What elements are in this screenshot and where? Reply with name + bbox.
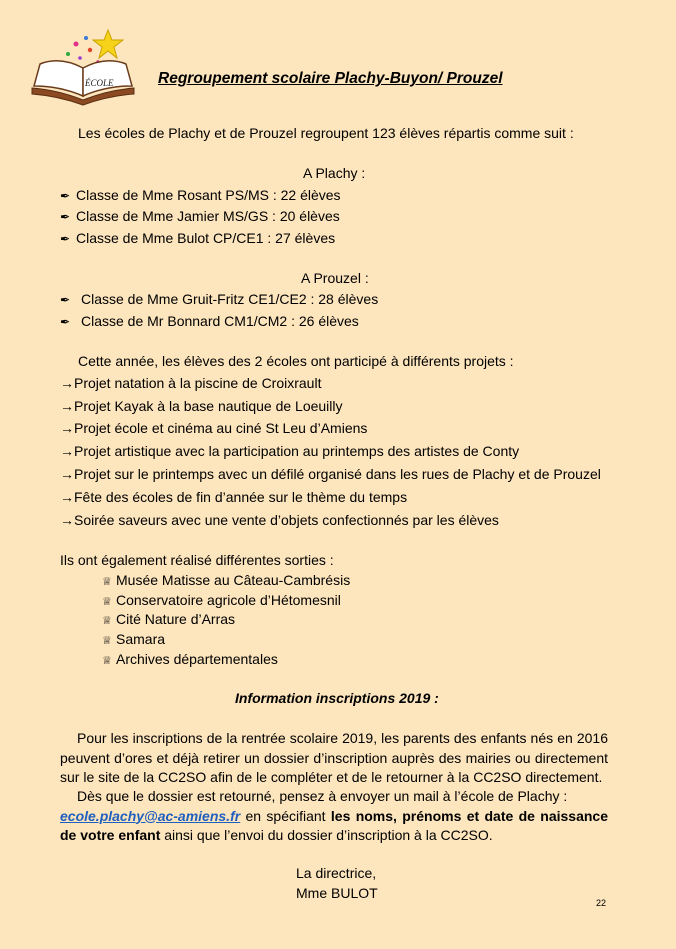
email-link[interactable]: ecole.plachy@ac-amiens.fr [60,807,241,824]
page-number: 22 [596,898,607,908]
class-item: ✒ Classe de Mme Jamier MS/GS : 20 élèves [60,208,340,224]
arrow-right-icon: → [60,512,74,528]
logo-book-label: ÉCOLE [85,78,114,88]
pen-icon: ✒ [60,189,71,203]
project-item: →Projet natation à la piscine de Croixrault [60,375,322,391]
signature-title: La directrice, [296,865,377,881]
project-item: →Projet artistique avec la participation au printemps des artistes de Conty [60,443,520,459]
bell-icon: ♕ [102,596,112,608]
pen-icon: ✒ [60,315,71,329]
project-item: →Soirée saveurs avec une vente d’objets confectionnés par les élèves [60,512,499,528]
ecole-book-logo [28,28,138,106]
page-title: Regroupement scolaire Plachy-Buyon/ Prouzel [158,70,503,87]
arrow-right-icon: → [60,443,74,459]
project-item: →Fête des écoles de fin d’année sur le thème du temps [60,489,408,505]
plachy-heading: A Plachy : [303,165,366,181]
project-item: →Projet sur le printemps avec un défilé organisé dans les rues de Plachy et de Prouzel [60,466,601,482]
prouzel-heading: A Prouzel : [301,270,369,286]
project-item: →Projet Kayak à la base nautique de Loeuilly [60,398,343,414]
outing-item: ♕ Conservatoire agricole d’Hétomesnil [102,592,341,611]
project-item: →Projet école et cinéma au ciné St Leu d’Amiens [60,420,368,436]
outing-item: ♕ Musée Matisse au Câteau-Cambrésis [102,572,350,591]
class-item: ✒ Classe de Mme Gruit-Fritz CE1/CE2 : 28 élèves [60,291,379,307]
arrow-right-icon: → [60,466,74,482]
pen-icon: ✒ [60,293,71,307]
signature-name: Mme BULOT [296,885,378,901]
arrow-right-icon: → [60,489,74,505]
class-item: ✒ Classe de Mme Rosant PS/MS : 22 élèves [60,187,341,203]
outing-item: ♕ Cité Nature d’Arras [102,611,235,630]
arrow-right-icon: → [60,398,74,414]
bell-icon: ♕ [102,655,112,667]
class-item: ✒ Classe de Mr Bonnard CM1/CM2 : 26 élèves [60,313,359,329]
projects-intro: Cette année, les élèves des 2 écoles ont participé à différents projets : [78,353,514,369]
inscriptions-paragraph-2: Dès que le dossier est retourné, pensez à envoyer un mail à l’école de Plachy : ecole.plachy@ac-amiens.fr en spécifiant les noms, prénoms et date de naissance de votre enfant ainsi que l’envoi du dossier d’inscription à la CC2SO. [60,788,608,843]
bell-icon: ♕ [102,615,112,627]
required-info: les noms, prénoms et date de naissance de votre enfant [60,807,608,843]
inscriptions-title: Information inscriptions 2019 : [235,690,439,706]
outing-item: ♕ Archives départementales [102,651,278,670]
bell-icon: ♕ [102,576,112,588]
outings-intro: Ils ont également réalisé différentes sorties : [60,552,334,568]
intro-text: Les écoles de Plachy et de Prouzel regroupent 123 élèves répartis comme suit : [78,125,574,141]
arrow-right-icon: → [60,375,74,391]
pen-icon: ✒ [60,232,71,246]
outing-item: ♕ Samara [102,631,165,650]
inscriptions-paragraph-1: Pour les inscriptions de la rentrée scolaire 2019, les parents des enfants nés en 2016 peuvent d’ores et déjà retirer un dossier d’inscription auprès des mairies ou directement sur le site de la CC2SO afin de le compléter et de le retourner à la CC2SO directement. [60,730,608,785]
bell-icon: ♕ [102,635,112,647]
pen-icon: ✒ [60,210,71,224]
arrow-right-icon: → [60,420,74,436]
class-item: ✒ Classe de Mme Bulot CP/CE1 : 27 élèves [60,230,336,246]
